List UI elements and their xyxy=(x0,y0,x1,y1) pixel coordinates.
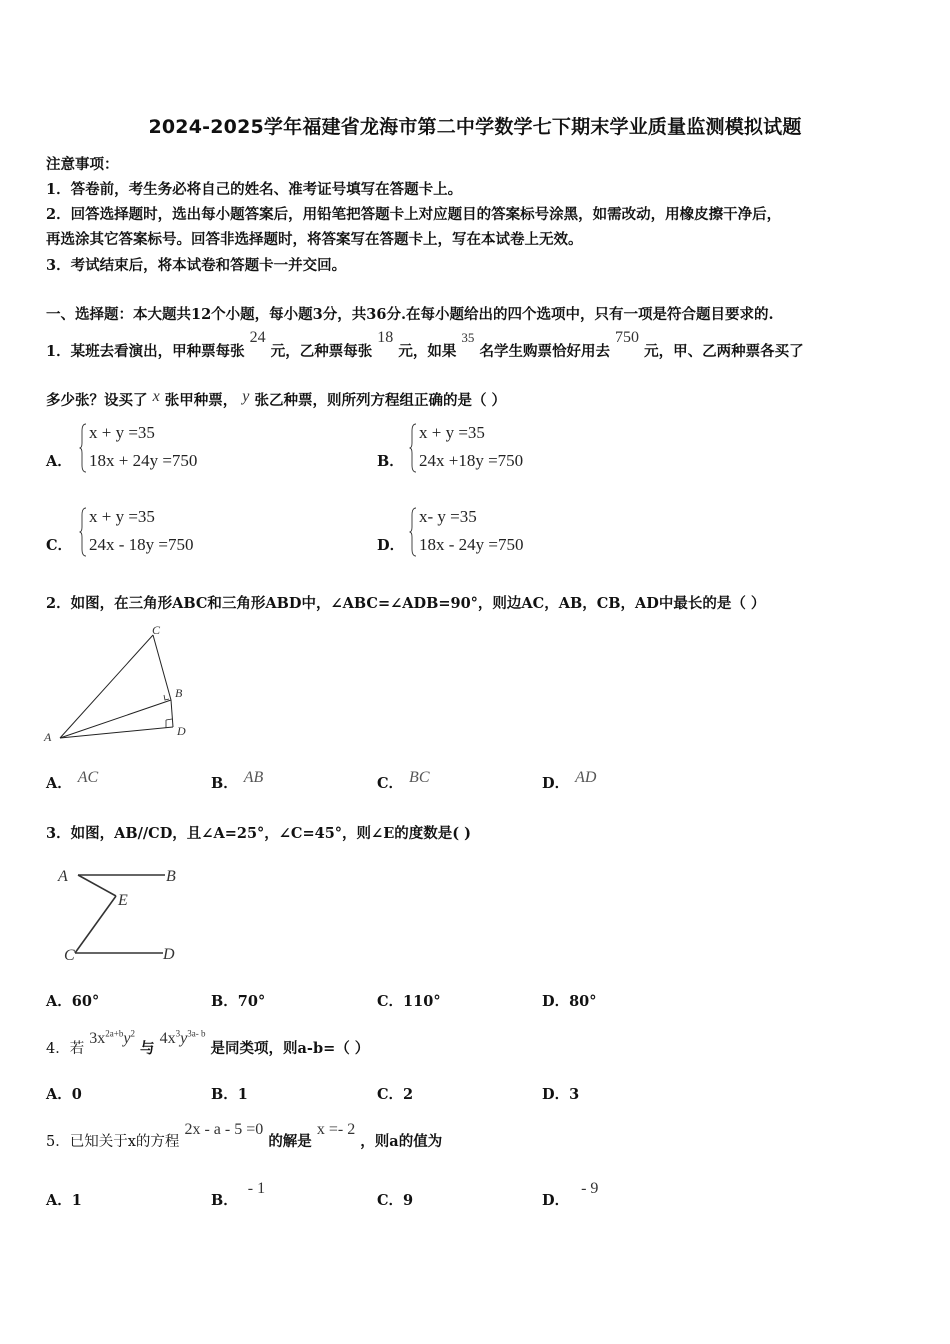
label-c: C xyxy=(64,947,75,964)
q5-text-1: 5．已知关于x的方程 xyxy=(46,1134,180,1150)
q5-option-d-value: - 9 xyxy=(581,1180,599,1197)
q3-option-d[interactable] xyxy=(542,990,597,1011)
q1-var-x: x xyxy=(152,388,160,405)
q2-option-c[interactable] xyxy=(377,769,430,793)
segment-ae xyxy=(78,875,116,896)
q4-option-b-label: B． xyxy=(211,1086,238,1103)
q3-option-d-value: 80° xyxy=(569,993,597,1010)
q5-option-b[interactable] xyxy=(211,1180,266,1210)
q5-text-2: 的解是 xyxy=(268,1133,312,1150)
q3-option-a[interactable] xyxy=(46,990,99,1011)
segment-bd xyxy=(171,700,173,727)
q3-option-b[interactable] xyxy=(211,990,265,1011)
q5-option-a[interactable] xyxy=(46,1189,82,1210)
q4-text-2: 与 xyxy=(140,1040,155,1057)
q1-c-eq-2: 24x - 18y =750 xyxy=(89,535,194,554)
q5-text-3: ，则a的值为 xyxy=(360,1133,443,1150)
q2-option-c-value: BC xyxy=(409,769,430,786)
q3-option-c[interactable] xyxy=(377,990,441,1011)
label-a: A xyxy=(44,730,52,744)
q2-option-d-label: D． xyxy=(542,775,570,792)
label-d: D xyxy=(177,724,186,738)
q1-a-eq-1: x + y =35 xyxy=(89,423,155,442)
label-b: B xyxy=(175,686,183,700)
q1-text-4: 名学生购票恰好用去 xyxy=(479,343,610,360)
brace-icon xyxy=(79,507,87,557)
q2-option-a-label: A． xyxy=(46,775,72,792)
notes-item-2a: 2．回答选择题时，选出每小题答案后，用铅笔把答题卡上对应题目的答案标号涂黑，如需改动，用橡皮擦干净后， xyxy=(46,206,782,223)
notes-item-1: 1．答卷前，考生务必将自己的姓名、准考证号填写在答题卡上。 xyxy=(46,181,463,198)
exam-title: 2024-2025学年福建省龙海市第二中学数学七下期末学业质量监测模拟试题 xyxy=(148,116,802,138)
q1-d-eq-2: 18x - 24y =750 xyxy=(419,535,524,554)
q3-option-a-label: A． xyxy=(46,993,72,1010)
q1-option-a-label[interactable]: A． xyxy=(46,453,72,470)
segment-ec xyxy=(75,896,116,953)
q4-option-d-label: D． xyxy=(542,1086,570,1103)
q5-equation: 2x - a - 5 =0 xyxy=(184,1121,264,1138)
q5-option-c-label: C． xyxy=(377,1192,404,1209)
q1-value-24: 24 xyxy=(249,329,266,346)
right-angle-mark-d2 xyxy=(166,719,172,720)
q1-b-eq-2: 24x +18y =750 xyxy=(419,451,524,470)
q5-option-c[interactable] xyxy=(377,1189,413,1210)
q3-parallel-figure xyxy=(50,858,190,968)
q4-term-1-exp: 2a+b xyxy=(105,1028,124,1039)
q4-option-c[interactable] xyxy=(377,1083,413,1104)
label-a: A xyxy=(58,868,68,885)
q4-term-2-yexp: 3a- b xyxy=(187,1028,206,1039)
q1-c-eq-1: x + y =35 xyxy=(89,507,155,526)
brace-icon xyxy=(409,507,417,557)
q5-solution: x =- 2 xyxy=(316,1121,356,1138)
q2-option-b[interactable] xyxy=(211,769,264,793)
q1-text-5: 元，甲、乙两种票各买了 xyxy=(644,343,804,360)
q5-option-b-label: B． xyxy=(211,1192,238,1209)
q1-text-8: 张乙种票，则所列方程组正确的是（ ） xyxy=(254,392,507,409)
q3-option-b-value: 70° xyxy=(237,993,266,1010)
segment-cb xyxy=(153,635,171,700)
q1-text-7: 张甲种票， xyxy=(164,392,238,409)
q1-option-d-label[interactable]: D． xyxy=(377,537,405,554)
q4-option-b[interactable] xyxy=(211,1083,248,1104)
brace-icon xyxy=(79,423,87,473)
q4-option-d[interactable] xyxy=(542,1083,579,1104)
q4-option-a-value: 0 xyxy=(71,1086,82,1103)
right-angle-mark-b xyxy=(164,695,169,700)
q1-value-35: 35 xyxy=(461,330,475,345)
q5-option-a-label: A． xyxy=(46,1192,72,1209)
q1-text-6: 多少张？设买了 xyxy=(46,392,148,409)
question-5-line xyxy=(46,1121,443,1151)
q3-option-b-label: B． xyxy=(211,993,238,1010)
label-d: D xyxy=(163,946,175,963)
q4-option-b-value: 1 xyxy=(237,1086,248,1103)
q1-b-eq-1: x + y =35 xyxy=(419,423,485,442)
q4-term-2-y: y xyxy=(180,1030,188,1047)
q1-text-1: 1．某班去看演出，甲种票每张 xyxy=(46,343,245,360)
question-1-line-1 xyxy=(46,329,804,361)
q4-term-2-exp: 3 xyxy=(175,1028,181,1039)
q4-term-1 xyxy=(89,1030,135,1047)
q2-option-a-value: AC xyxy=(77,769,99,786)
q5-option-b-value: - 1 xyxy=(247,1180,266,1197)
question-3-text: 3．如图，AB//CD，且∠A=25°，∠C=45°，则∠E的度数是( ) xyxy=(46,825,472,842)
q2-option-a[interactable] xyxy=(46,769,99,793)
q3-option-c-label: C． xyxy=(377,993,404,1010)
label-b: B xyxy=(166,868,176,885)
q5-option-c-value: 9 xyxy=(403,1192,414,1209)
label-c: C xyxy=(152,623,161,637)
question-1-line-2 xyxy=(46,389,506,410)
notes-heading: 注意事项： xyxy=(46,156,119,173)
q4-term-1-base: 3x xyxy=(89,1030,106,1047)
q5-option-d-label: D． xyxy=(542,1192,570,1209)
label-e: E xyxy=(118,892,128,909)
q4-text-3: 是同类项，则a-b=（ ） xyxy=(210,1040,370,1057)
q2-option-d-value: AD xyxy=(575,769,597,786)
q4-term-2-base: 4x xyxy=(159,1030,176,1047)
q4-option-c-value: 2 xyxy=(403,1086,414,1103)
notes-item-3: 3．考试结束后，将本试卷和答题卡一并交回。 xyxy=(46,257,347,274)
q5-option-d[interactable] xyxy=(542,1180,599,1210)
section-header: 一、选择题：本大题共12个小题，每小题3分，共36分.在每小题给出的四个选项中，只有一项是符合题目要求的. xyxy=(46,306,774,323)
q2-option-c-label: C． xyxy=(377,775,404,792)
q1-value-18: 18 xyxy=(377,329,394,346)
notes-item-2b: 再选涂其它答案标号。回答非选择题时，将答案写在答题卡上，写在本试卷上无效。 xyxy=(46,231,583,248)
q1-option-c-label[interactable]: C． xyxy=(46,537,73,554)
q4-option-a-label: A． xyxy=(46,1086,72,1103)
question-4-line xyxy=(46,1028,370,1058)
q3-option-c-value: 110° xyxy=(403,993,441,1010)
q2-option-d[interactable] xyxy=(542,769,597,793)
question-2-text: 2．如图，在三角形ABC和三角形ABD中，∠ABC=∠ADB=90°，则边AC，AB，CB，AD中最长的是（ ） xyxy=(46,595,766,612)
q1-text-3: 元，如果 xyxy=(398,343,457,360)
q3-option-d-label: D． xyxy=(542,993,570,1010)
q3-option-a-value: 60° xyxy=(71,993,100,1010)
q4-term-2 xyxy=(160,1030,206,1047)
q1-var-y: y xyxy=(242,388,250,405)
q4-text-1: 4．若 xyxy=(46,1041,85,1057)
q5-option-a-value: 1 xyxy=(71,1192,82,1209)
brace-icon xyxy=(409,423,417,473)
q1-value-750: 750 xyxy=(615,329,640,346)
q2-triangle-figure xyxy=(40,620,200,750)
q4-option-a[interactable] xyxy=(46,1083,82,1104)
q2-option-b-value: AB xyxy=(243,769,264,786)
q1-d-eq-1: x- y =35 xyxy=(419,507,477,526)
q2-option-b-label: B． xyxy=(211,775,238,792)
q1-option-b-label[interactable]: B． xyxy=(377,453,404,470)
q4-option-c-label: C． xyxy=(377,1086,404,1103)
q4-term-1-yexp: 2 xyxy=(130,1028,135,1039)
q4-term-1-y: y xyxy=(123,1030,131,1047)
q4-option-d-value: 3 xyxy=(569,1086,580,1103)
q1-a-eq-2: 18x + 24y =750 xyxy=(89,451,198,470)
q1-text-2: 元，乙种票每张 xyxy=(270,343,373,360)
